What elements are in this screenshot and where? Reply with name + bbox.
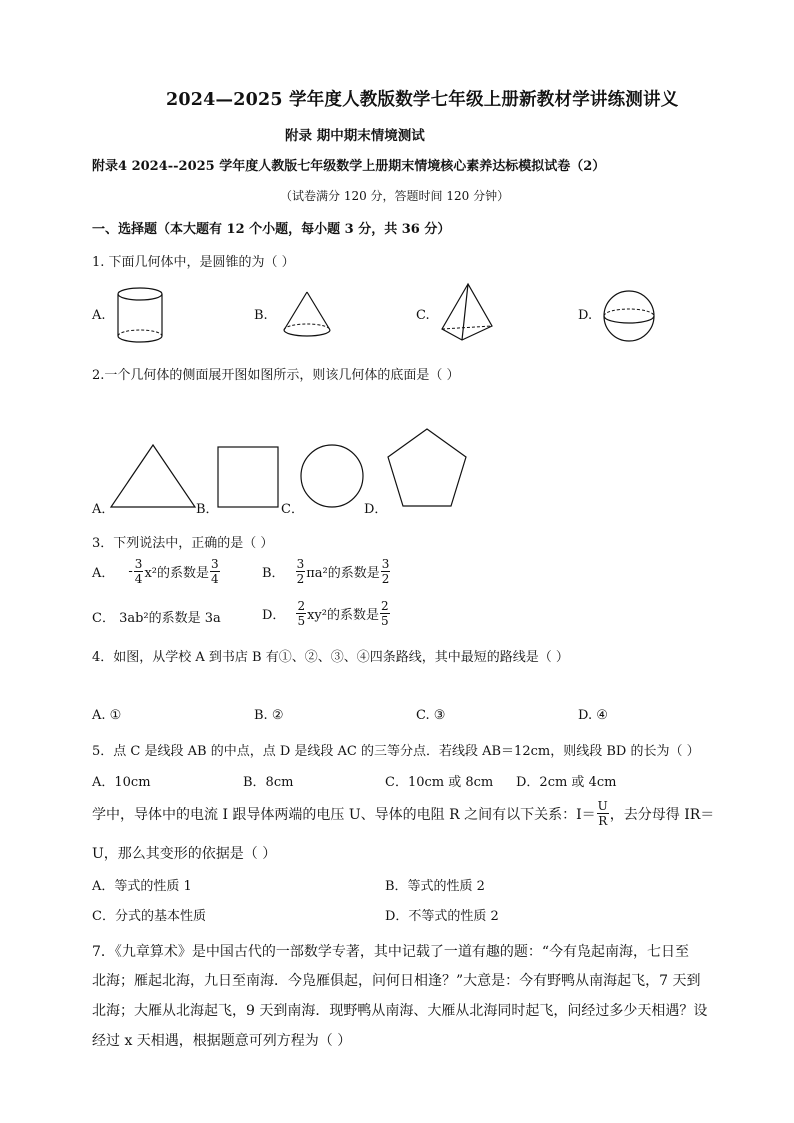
q1-stem: 1. 下面几何体中，是圆锥的为（ ）: [92, 255, 295, 270]
q3-option-b: B． $\frac{3}{2}$ πa²的系数是 $\frac{3}{2}$: [262, 557, 390, 586]
q1-option-b: B.: [254, 308, 268, 323]
q2-option-a: A．: [92, 502, 115, 517]
q5-stem: 5．点 C 是线段 AB 的中点，点 D 是线段 AC 的三等分点．若线段 AB＝12cm，则线段 BD 的长为（ ）: [92, 744, 700, 759]
q1-option-c: C.: [416, 308, 430, 323]
q6-option-c: C．分式的基本性质: [92, 909, 206, 924]
fraction: $\frac{3}{2}$: [381, 557, 390, 586]
q4-option-b: B. ②: [254, 708, 284, 723]
sphere-icon: [602, 289, 658, 345]
fraction: $\frac{3}{4}$: [210, 557, 219, 586]
q4-option-a: A. ①: [92, 708, 122, 723]
square-icon: [217, 446, 279, 508]
fraction: $\frac{2}{5}$: [380, 599, 389, 628]
q2-option-d: D．: [364, 502, 388, 517]
cylinder-icon: [115, 286, 165, 346]
q7-line3: 北海；大雁从北海起飞，9 天到南海．现野鸭从南海、大雁从北海同时起飞，问经过多少天相遇？设: [92, 1003, 708, 1019]
circle-icon: [300, 444, 366, 510]
q6-line2: U，那么其变形的依据是（ ）: [92, 846, 277, 862]
q4-stem: 4．如图，从学校 A 到书店 B 有①、②、③、④四条路线，其中最短的路线是（ ）: [92, 650, 569, 665]
q7-line4: 经过 x 天相遇，根据题意可列方程为（ ）: [92, 1033, 352, 1049]
q5-option-d: D．2cm 或 4cm: [516, 775, 617, 790]
q1-option-a: A.: [92, 308, 106, 323]
fraction: $\frac{2}{5}$: [297, 599, 306, 628]
fraction: $\frac{U}{R}$: [597, 799, 608, 828]
q7-line2: 北海；雁起北海，九日至南海．今凫雁俱起，问何日相逢？”大意是：今有野鸭从南海起飞，7 天到: [92, 973, 701, 989]
q3-option-c: C． 3ab²的系数是 3a: [92, 611, 221, 626]
q6-line1: 学中，导体中的电流 I 跟导体两端的电压 U、导体的电阻 R 之间有以下关系：I＝ $\frac{U}{R}$ ，去分母得 IR＝: [92, 799, 715, 828]
q4-option-d: D. ④: [578, 708, 608, 723]
q4-option-c: C. ③: [416, 708, 446, 723]
q6-option-b: B．等式的性质 2: [385, 879, 485, 894]
q3-option-a: A． - $\frac{3}{4}$ x²的系数是 $\frac{3}{4}$: [92, 557, 219, 586]
q3-option-d: D． $\frac{2}{5}$ xy²的系数是 $\frac{2}{5}$: [262, 599, 389, 628]
q2-option-b: B．: [196, 502, 219, 517]
triangle-icon: [110, 444, 196, 508]
q7-line1: 7．《九章算术》是中国古代的一部数学专著，其中记载了一道有趣的题：“今有凫起南海，七日至: [92, 944, 690, 960]
exam-note: （试卷满分 120 分，答题时间 120 分钟）: [280, 189, 510, 203]
q6-option-a: A．等式的性质 1: [92, 879, 192, 894]
pyramid-icon: [438, 282, 496, 344]
q6-option-d: D．不等式的性质 2: [385, 909, 499, 924]
section-heading: 一、选择题（本大题有 12 个小题，每小题 3 分，共 36 分）: [92, 222, 451, 237]
q5-option-b: B．8cm: [243, 775, 294, 790]
q2-option-c: C．: [281, 502, 304, 517]
cone-icon: [280, 290, 334, 340]
q5-option-a: A．10cm: [92, 775, 151, 790]
document-title: 2024—2025 学年度人教版数学七年级上册新教材学讲练测讲义: [166, 90, 679, 110]
q2-stem: 2.一个几何体的侧面展开图如图所示，则该几何体的底面是（ ）: [92, 368, 460, 383]
q5-option-c: C．10cm 或 8cm: [385, 775, 494, 790]
exam-title: 附录4 2024--2025 学年度人教版七年级数学上册期末情境核心素养达标模拟试卷（2）: [92, 159, 606, 174]
q3-stem: 3．下列说法中，正确的是（ ）: [92, 536, 274, 551]
fraction: $\frac{3}{4}$: [134, 557, 143, 586]
fraction: $\frac{3}{2}$: [296, 557, 305, 586]
q1-option-d: D.: [578, 308, 593, 323]
appendix-heading: 附录 期中期末情境测试: [285, 128, 425, 144]
pentagon-icon: [386, 428, 468, 508]
